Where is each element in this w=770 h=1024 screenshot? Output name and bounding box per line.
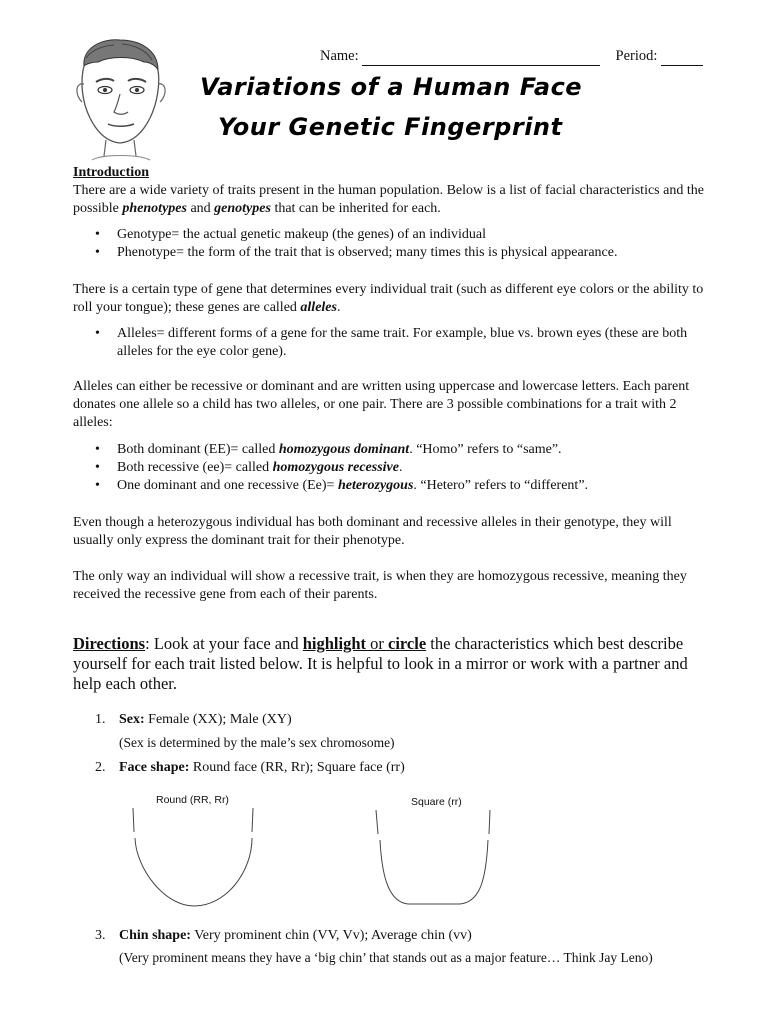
introduction-heading: Introduction xyxy=(73,165,149,180)
trait-face-shape: 2. Face shape: Round face (RR, Rr); Square face (rr) xyxy=(95,760,405,775)
period-label: Period: xyxy=(615,48,658,64)
trait-name: Chin shape: xyxy=(119,928,191,943)
combinations-list xyxy=(73,441,713,495)
intro-paragraph-5: The only way an individual will show a recessive trait, is when they are homozygous recessive, meaning they received the recessive gene from each of their parents. xyxy=(73,569,687,602)
round-face-label: Round (RR, Rr) xyxy=(156,794,229,806)
directions-paragraph: Directions: Look at your face and highlight or circle the characteristics which best describe yourself for each trait listed below. It is helpful to look in a mirror or work with a partner and help each other. xyxy=(73,634,688,693)
round-face-diagram[interactable] xyxy=(126,808,266,912)
intro-paragraph-3: Alleles can either be recessive or dominant and are written using uppercase and lowercase letters. Each parent donates one allele so a child has two alleles, or one pair. There are 3 possible combinations for a trait with 2 alleles: xyxy=(73,379,690,430)
list-item: • Alleles= different forms of a gene for the same trait. For example, blue vs. brown eyes (these are both alleles for the eye color gene). xyxy=(73,325,713,361)
trait-note: (Sex is determined by the male’s sex chromosome) xyxy=(119,735,395,750)
intro-paragraph-4: Even though a heterozygous individual has both dominant and recessive alleles in their genotype, they will usually only express the dominant trait for their phenotype. xyxy=(73,515,672,548)
trait-options[interactable]: Very prominent chin (VV, Vv); Average chin (vv) xyxy=(190,928,472,943)
directions-label: Directions xyxy=(73,634,146,653)
circle-word: circle xyxy=(388,634,427,653)
list-item: • Genotype= the actual genetic makeup (the genes) of an individual xyxy=(73,226,713,244)
alleles-list xyxy=(73,325,713,361)
period-field[interactable] xyxy=(661,48,703,66)
trait-note: (Very prominent means they have a ‘big chin’ that stands out as a major feature… Think Jay Leno) xyxy=(119,950,653,965)
intro-paragraph-2: There is a certain type of gene that determines every individual trait (such as different eye colors or the ability to roll your tongue); these genes are called alleles. xyxy=(73,282,704,315)
trait-options[interactable]: Female (XX); Male (XY) xyxy=(144,712,292,727)
square-face-label: Square (rr) xyxy=(411,796,462,808)
list-item: • Both dominant (EE)= called homozygous dominant. “Homo” refers to “same”. xyxy=(73,441,713,459)
intro-paragraph-1: There are a wide variety of traits present in the human population. Below is a list of facial characteristics and the possible phenotypes and genotypes that can be inherited for each. xyxy=(73,183,704,216)
trait-options[interactable]: Round face (RR, Rr); Square face (rr) xyxy=(189,760,405,775)
list-item: • Both recessive (ee)= called homozygous recessive. xyxy=(73,459,713,477)
trait-chin-shape: 3. Chin shape: Very prominent chin (VV, Vv); Average chin (vv) xyxy=(95,928,472,943)
title-line-2: Your Genetic Fingerprint xyxy=(218,113,563,141)
name-period-line xyxy=(320,48,703,66)
highlight-word: highlight xyxy=(302,634,366,653)
square-face-diagram[interactable] xyxy=(368,810,502,912)
title-line-1: Variations of a Human Face xyxy=(200,73,583,101)
introduction-section xyxy=(73,164,713,218)
trait-sex: 1. Sex: Female (XX); Male (XY) xyxy=(95,712,292,727)
list-item: • One dominant and one recessive (Ee)= heterozygous. “Hetero” refers to “different”. xyxy=(73,477,713,495)
face-portrait-image xyxy=(62,36,174,164)
trait-name: Face shape: xyxy=(119,760,190,775)
name-label: Name: xyxy=(320,48,359,64)
definition-list xyxy=(73,226,713,262)
name-field[interactable] xyxy=(362,48,600,66)
list-item: • Phenotype= the form of the trait that is observed; many times this is physical appearance. xyxy=(73,244,713,262)
trait-name: Sex: xyxy=(119,712,145,727)
